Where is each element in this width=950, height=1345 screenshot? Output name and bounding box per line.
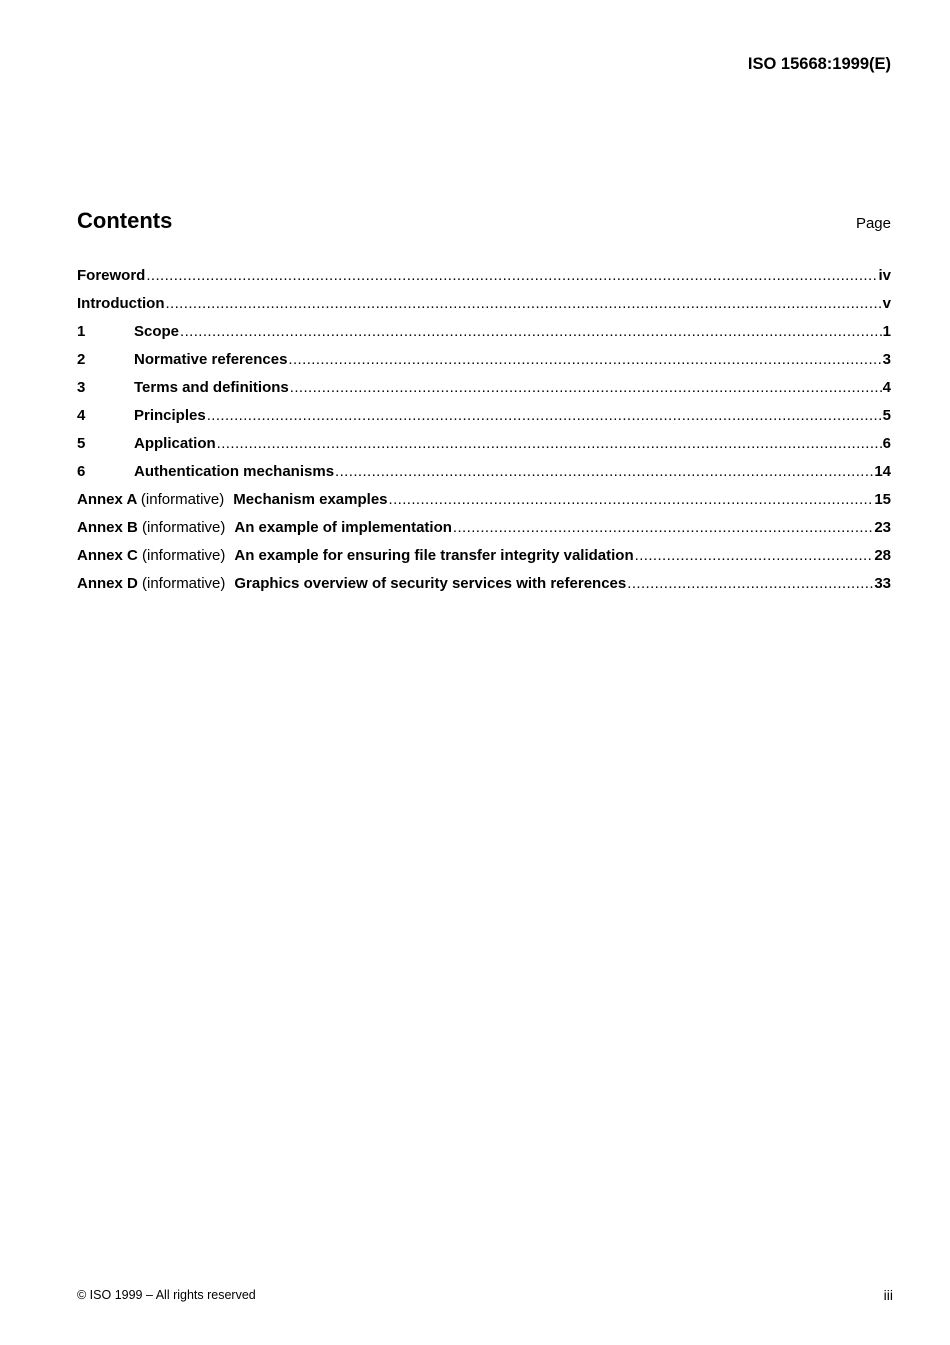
toc-entry-scope[interactable] (77, 323, 891, 351)
footer-copyright: © ISO 1999 – All rights reserved (77, 1288, 256, 1302)
toc-entry-title: An example for ensuring file transfer integrity validation (234, 547, 634, 564)
dot-leader (180, 323, 882, 340)
toc-entry-title: Introduction (77, 295, 165, 312)
page-column-label: Page (855, 215, 891, 232)
table-of-contents (77, 267, 891, 603)
toc-entry-title: Foreword (77, 267, 146, 284)
annex-prefix (77, 491, 224, 508)
footer-page-number: iii (883, 1287, 893, 1303)
dot-leader (627, 575, 873, 592)
dot-leader (290, 379, 882, 396)
annex-kind: (informative) (140, 491, 225, 508)
toc-entry-number: 1 (77, 323, 86, 340)
annex-label: Annex B (77, 519, 138, 536)
annex-label: Annex D (77, 575, 138, 592)
toc-entry-page: 15 (874, 491, 891, 508)
toc-entry-title: Authentication mechanisms (134, 463, 335, 480)
toc-entry-normative-references[interactable] (77, 351, 891, 379)
toc-entry-introduction[interactable] (77, 295, 891, 323)
toc-entry-title: Normative references (134, 351, 288, 368)
toc-entry-annex-a[interactable] (77, 491, 891, 519)
toc-entry-annex-b[interactable] (77, 519, 891, 547)
toc-entry-title: Scope (134, 323, 180, 340)
annex-kind: (informative) (142, 575, 226, 592)
toc-entry-principles[interactable] (77, 407, 891, 435)
toc-entry-title: Principles (134, 407, 206, 424)
toc-entry-title: Application (134, 435, 216, 452)
dot-leader (146, 267, 877, 284)
toc-entry-page: v (882, 295, 891, 312)
toc-entry-number: 6 (77, 463, 86, 480)
annex-kind: (informative) (142, 547, 226, 564)
toc-entry-number: 3 (77, 379, 86, 396)
document-id: ISO 15668:1999(E) (747, 55, 891, 73)
toc-entry-authentication-mechanisms[interactable] (77, 463, 891, 491)
toc-entry-page: 4 (882, 379, 891, 396)
toc-entry-page: 28 (874, 547, 891, 564)
dot-leader (453, 519, 873, 536)
dot-leader (635, 547, 874, 564)
annex-kind: (informative) (142, 519, 226, 536)
dot-leader (217, 435, 882, 452)
toc-entry-page: 6 (882, 435, 891, 452)
toc-entry-page: 3 (882, 351, 891, 368)
toc-entry-annex-d[interactable] (77, 575, 891, 603)
annex-label: Annex C (77, 547, 138, 564)
dot-leader (389, 491, 874, 508)
toc-entry-number: 5 (77, 435, 86, 452)
toc-entry-page: 33 (874, 575, 891, 592)
annex-prefix (77, 547, 225, 564)
toc-entry-number: 4 (77, 407, 86, 424)
annex-label: Annex A (77, 491, 137, 508)
toc-entry-page: 23 (874, 519, 891, 536)
toc-entry-application[interactable] (77, 435, 891, 463)
toc-entry-title: Terms and definitions (134, 379, 289, 396)
dot-leader (335, 463, 873, 480)
toc-entry-title: Mechanism examples (233, 491, 388, 508)
toc-entry-annex-c[interactable] (77, 547, 891, 575)
contents-heading: Contents (77, 208, 173, 233)
toc-entry-page: iv (878, 267, 891, 284)
dot-leader (165, 295, 881, 312)
toc-entry-number: 2 (77, 351, 86, 368)
toc-entry-terms-and-definitions[interactable] (77, 379, 891, 407)
dot-leader (207, 407, 882, 424)
toc-entry-page: 5 (882, 407, 891, 424)
toc-entry-page: 1 (882, 323, 891, 340)
annex-prefix (77, 519, 225, 536)
toc-entry-foreword[interactable] (77, 267, 891, 295)
toc-entry-title: Graphics overview of security services with references (234, 575, 627, 592)
annex-prefix (77, 575, 225, 592)
dot-leader (288, 351, 881, 368)
toc-entry-page: 14 (874, 463, 891, 480)
toc-entry-title: An example of implementation (234, 519, 452, 536)
